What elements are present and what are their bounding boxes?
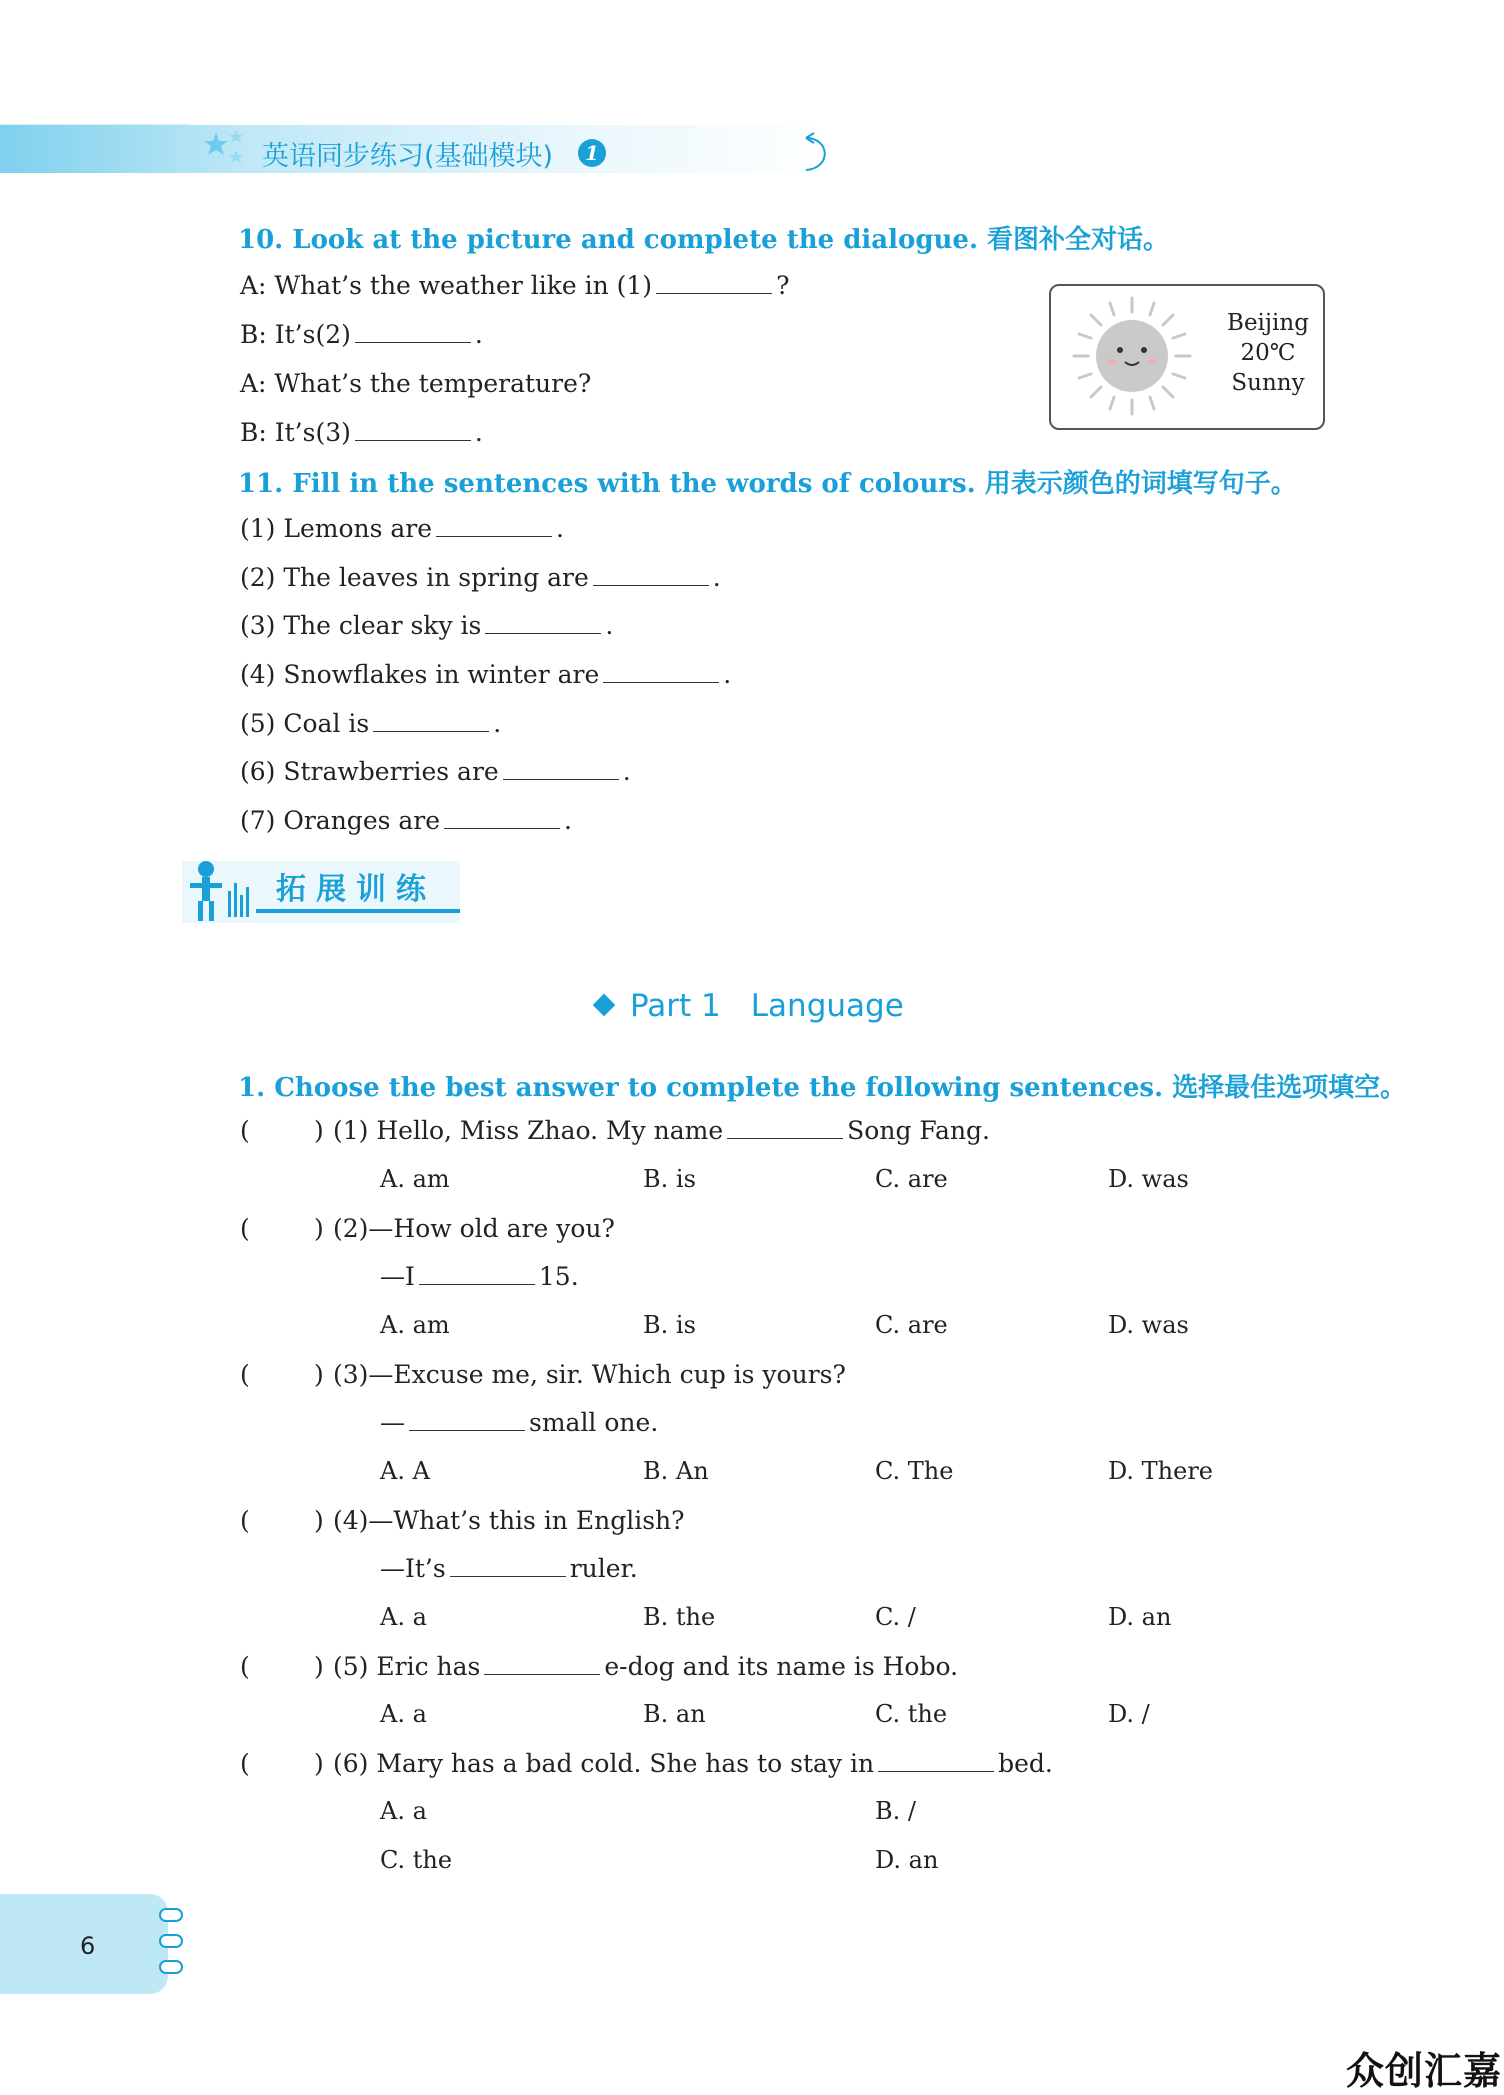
page-number: 6 [80,1932,96,1960]
q1-item-5: (5) Eric has e-dog and its name is Hobo. [333,1652,959,1681]
answer-blank[interactable] [409,1429,525,1431]
option-a[interactable]: A. a [380,1797,427,1825]
answer-blank[interactable] [593,584,709,586]
q1-item-2: (2)—How old are you? [333,1214,615,1243]
q11-title: 11. Fill in the sentences with the words of colours. 用表示颜色的词填写句子。 [238,469,1297,499]
answer-blank[interactable] [373,730,489,732]
answer-blank[interactable] [656,292,772,294]
option-d[interactable]: D. was [1108,1165,1189,1193]
stars-icon [202,128,246,168]
answer-blank[interactable] [878,1770,994,1772]
option-a[interactable]: A. am [380,1165,450,1193]
q11-item: (5) Coal is . [240,709,502,738]
answer-paren-open: ( [240,1749,250,1778]
answer-paren-close: ) [314,1214,324,1243]
answer-blank[interactable] [419,1283,535,1285]
option-b[interactable]: B. / [875,1797,916,1825]
answer-blank[interactable] [727,1137,843,1139]
answer-paren-open: ( [240,1116,250,1145]
q11-item: (6) Strawberries are . [240,757,631,786]
diamond-icon [593,994,616,1017]
answer-paren-close: ) [314,1652,324,1681]
q11-item: (7) Oranges are . [240,806,572,835]
q1-item-1: (1) Hello, Miss Zhao. My name Song Fang. [333,1116,991,1145]
q10-line-1: A: What’s the weather like in (1) ? [240,271,790,300]
weather-temperature: 20℃ [1240,340,1296,366]
answer-paren-close: ) [314,1116,324,1145]
volume-badge: 1 [578,139,606,167]
answer-blank[interactable] [355,439,471,441]
answer-blank[interactable] [485,632,601,634]
q10-line-4: B: It’s(3) . [240,418,483,447]
option-c[interactable]: C. The [875,1457,954,1485]
option-c[interactable]: C. are [875,1165,948,1193]
option-b[interactable]: B. an [643,1700,706,1728]
option-c[interactable]: C. / [875,1603,916,1631]
weather-info [1220,308,1316,398]
answer-paren-open: ( [240,1214,250,1243]
q11-item: (1) Lemons are . [240,514,564,543]
answer-paren-open: ( [240,1652,250,1681]
option-c[interactable]: C. the [380,1846,453,1874]
answer-paren-open: ( [240,1360,250,1389]
option-b[interactable]: B. the [643,1603,716,1631]
q11-item: (2) The leaves in spring are . [240,563,721,592]
watermark: 众创汇嘉 [1346,2049,1503,2093]
q1-item-2-reply: —I 15. [380,1262,579,1291]
answer-blank[interactable] [355,341,471,343]
option-b[interactable]: B. is [643,1165,696,1193]
answer-blank[interactable] [436,535,552,537]
binder-rings-icon [157,1905,185,1979]
q11-item: (4) Snowflakes in winter are . [240,660,732,689]
answer-blank[interactable] [444,827,560,829]
weather-condition: Sunny [1231,370,1305,396]
option-d[interactable]: D. There [1108,1457,1213,1485]
q1-title: 1. Choose the best answer to complete the following sentences. 选择最佳选项填空。 [238,1073,1407,1103]
option-a[interactable]: A. A [380,1457,430,1485]
option-a[interactable]: A. am [380,1311,450,1339]
q1-item-4: (4)—What’s this in English? [333,1506,685,1535]
option-a[interactable]: A. a [380,1700,427,1728]
book-title: 英语同步练习(基础模块) [262,141,554,172]
q10-line-3: A: What’s the temperature? [240,369,592,398]
answer-paren-open: ( [240,1506,250,1535]
answer-blank[interactable] [450,1575,566,1577]
weather-city: Beijing [1227,310,1309,336]
answer-blank[interactable] [603,681,719,683]
option-c[interactable]: C. are [875,1311,948,1339]
answer-blank[interactable] [484,1673,600,1675]
q11-item: (3) The clear sky is . [240,611,614,640]
q1-item-4-reply: —It’s ruler. [380,1554,638,1583]
q10-line-2: B: It’s(2) . [240,320,483,349]
option-c[interactable]: C. the [875,1700,948,1728]
q10-title: 10. Look at the picture and complete the dialogue. 看图补全对话。 [238,225,1170,255]
option-a[interactable]: A. a [380,1603,427,1631]
q1-item-6: (6) Mary has a bad cold. She has to stay in bed. [333,1749,1053,1778]
option-d[interactable]: D. was [1108,1311,1189,1339]
answer-paren-close: ) [314,1360,324,1389]
answer-paren-close: ) [314,1506,324,1535]
answer-blank[interactable] [503,778,619,780]
option-d[interactable]: D. an [875,1846,939,1874]
sun-icon [1070,294,1194,418]
option-b[interactable]: B. An [643,1457,709,1485]
answer-paren-close: ) [314,1749,324,1778]
extension-title: 拓展训练 [276,872,436,907]
q1-item-3: (3)—Excuse me, sir. Which cup is yours? [333,1360,846,1389]
option-d[interactable]: D. an [1108,1603,1172,1631]
q1-item-3-reply: — small one. [380,1408,659,1437]
part-heading: Part 1 Language [596,988,904,1024]
option-b[interactable]: B. is [643,1311,696,1339]
option-d[interactable]: D. / [1108,1700,1150,1728]
return-arrow-icon [800,130,834,176]
